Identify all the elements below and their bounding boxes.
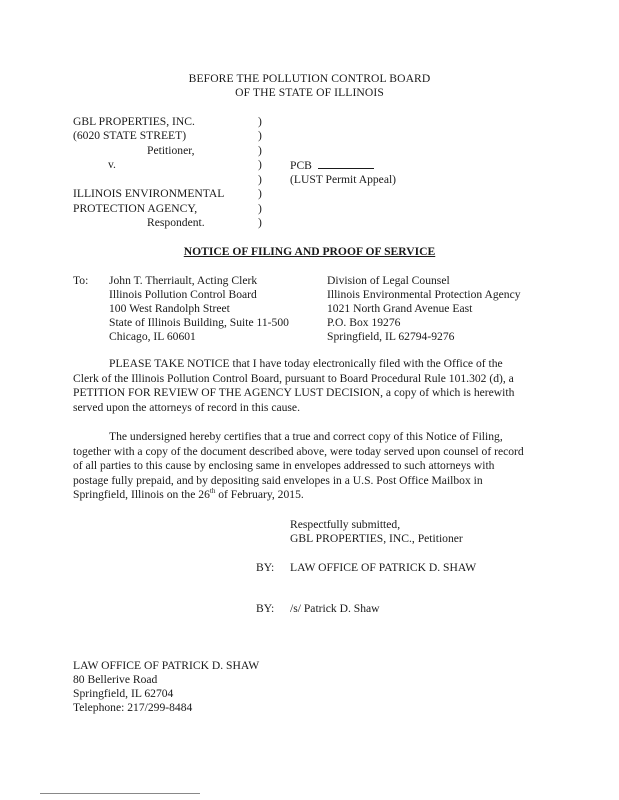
respondent-role: Respondent. — [147, 216, 205, 229]
respondent-name-line-2: PROTECTION AGENCY, — [73, 202, 198, 215]
paren: ) — [258, 202, 262, 215]
service-date-prefix: Springfield, Illinois on the 26 — [73, 488, 210, 501]
paren: ) — [258, 216, 262, 229]
petitioner-role: Petitioner, — [147, 144, 195, 157]
address-line: Telephone: 217/299-8484 — [73, 701, 193, 714]
paragraph-line: PETITION FOR REVIEW OF THE AGENCY LUST DECISION, a copy of which is herewith — [73, 386, 515, 399]
address-line: 80 Bellerive Road — [73, 673, 158, 686]
address-line: 100 West Randolph Street — [109, 302, 230, 315]
case-type: (LUST Permit Appeal) — [290, 173, 397, 186]
recipient-agency — [327, 274, 521, 344]
service-date-suffix: of February, 2015. — [215, 488, 304, 501]
address-line: Springfield, IL 62794-9276 — [327, 330, 455, 343]
court-heading-line-2: OF THE STATE OF ILLINOIS — [235, 86, 384, 99]
address-line: LAW OFFICE OF PATRICK D. SHAW — [73, 659, 260, 672]
case-number — [290, 158, 374, 173]
paragraph-line: The undersigned hereby certifies that a true and correct copy of this Notice of Filing, — [109, 430, 503, 443]
respondent-name-line-1: ILLINOIS ENVIRONMENTAL — [73, 187, 225, 200]
paren: ) — [258, 187, 262, 200]
service-date-line — [73, 488, 563, 503]
petitioner-name: GBL PROPERTIES, INC. — [73, 115, 195, 128]
closing: Respectfully submitted, — [290, 518, 401, 531]
by-label: BY: — [256, 561, 275, 574]
address-line: Chicago, IL 60601 — [109, 330, 196, 343]
address-line: State of Illinois Building, Suite 11-500 — [109, 316, 289, 329]
paragraph-line: postage fully prepaid, and by depositing said envelopes in a U.S. Post Office Mailbox in — [73, 473, 483, 487]
case-number-blank — [318, 158, 374, 169]
address-line: P.O. Box 19276 — [327, 316, 401, 329]
address-line: Division of Legal Counsel — [327, 274, 450, 287]
paren: ) — [258, 144, 262, 157]
petitioner-address: (6020 STATE STREET) — [73, 129, 187, 142]
paragraph-line: Clerk of the Illinois Pollution Control Board, pursuant to Board Procedural Rule 101.302 (d), a — [73, 371, 514, 385]
paragraph-line: together with a copy of the document described above, were today served upon counsel of record — [73, 444, 524, 458]
address-line: John T. Therriault, Acting Clerk — [109, 274, 258, 287]
document-title: NOTICE OF FILING AND PROOF OF SERVICE — [183, 245, 436, 258]
recipient-clerk — [109, 274, 289, 344]
footer-divider — [40, 793, 200, 794]
paragraph-line: served upon the attorneys of record in this cause. — [73, 400, 300, 414]
ordinal-suffix: th — [209, 487, 216, 496]
certification-paragraph — [73, 430, 563, 503]
signing-party: GBL PROPERTIES, INC., Petitioner — [290, 532, 463, 545]
paren: ) — [258, 173, 262, 186]
address-line: 1021 North Grand Avenue East — [327, 302, 473, 315]
paren: ) — [258, 158, 262, 171]
to-label: To: — [73, 274, 89, 287]
pcb-label: PCB — [290, 159, 312, 172]
paren: ) — [258, 129, 262, 142]
paragraph-line: PLEASE TAKE NOTICE that I have today electronically filed with the Office of the — [109, 357, 503, 370]
paragraph-line: of all parties to this cause by enclosing same in envelopes addressed to such attorneys with — [73, 459, 495, 472]
address-line: Illinois Environmental Protection Agency — [327, 288, 521, 301]
versus: v. — [108, 158, 116, 171]
address-line: Illinois Pollution Control Board — [109, 288, 257, 301]
law-firm-name: LAW OFFICE OF PATRICK D. SHAW — [290, 561, 477, 574]
paren: ) — [258, 115, 262, 128]
electronic-signature: /s/ Patrick D. Shaw — [290, 602, 380, 615]
court-heading-line-1: BEFORE THE POLLUTION CONTROL BOARD — [188, 72, 431, 85]
by-label-signature: BY: — [256, 602, 275, 615]
address-line: Springfield, IL 62704 — [73, 687, 174, 700]
notice-paragraph — [73, 357, 563, 415]
attorney-address-block — [73, 659, 259, 715]
